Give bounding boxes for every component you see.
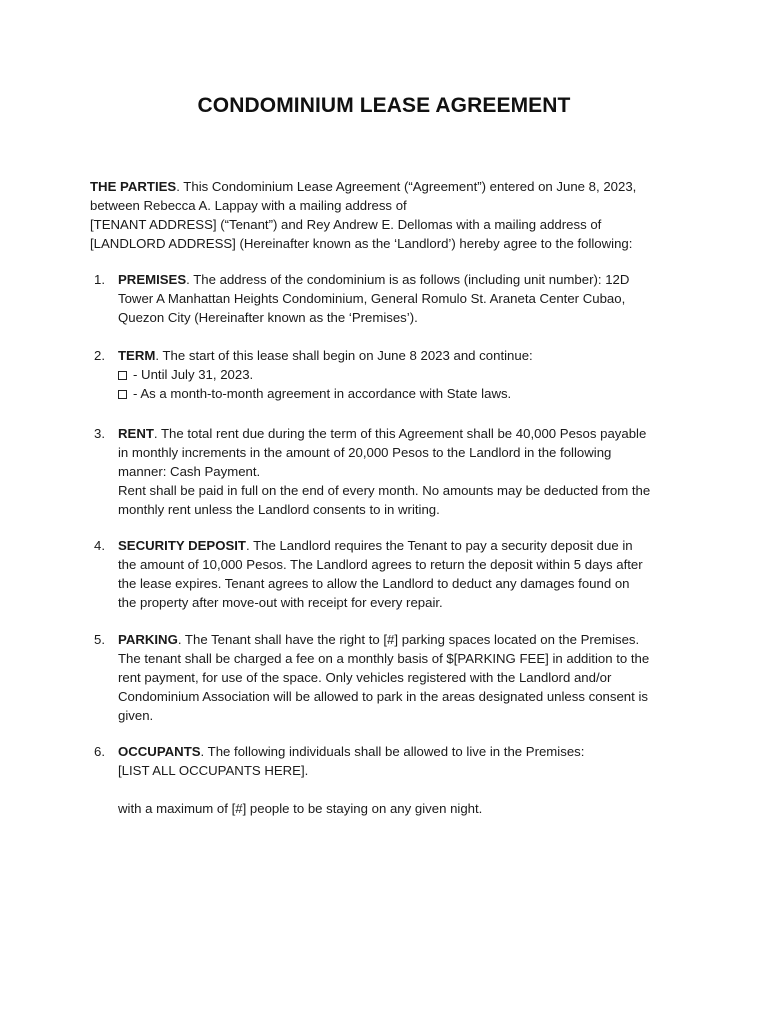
section-body — [118, 346, 693, 403]
section-body — [118, 630, 693, 725]
section-text: . The Tenant shall have the right to [#] parking spaces located on the Premises. — [177, 632, 640, 647]
section-text: . The address of the condominium is as follows (including unit number): 12D — [186, 272, 630, 287]
parties-line-1-text: . This Condominium Lease Agreement (“Agreement”) entered on June 8, 2023, — [176, 179, 637, 194]
section-text: . The total rent due during the term of this Agreement shall be 40,000 Pesos payable — [153, 426, 647, 441]
section-text: rent payment, for use of the space. Only vehicles registered with the Landlord and/or — [118, 670, 612, 685]
section-text: Rent shall be paid in full on the end of every month. No amounts may be deducted from the — [118, 483, 651, 498]
section-heading: RENT — [118, 426, 154, 441]
section-text: . The start of this lease shall begin on June 8 2023 and continue: — [155, 348, 533, 363]
parties-heading: THE PARTIES — [90, 179, 177, 194]
term-option-label: - Until July 31, 2023. — [133, 367, 254, 382]
section-heading: TERM — [118, 348, 156, 363]
section-text: Tower A Manhattan Heights Condominium, General Romulo St. Araneta Center Cubao, — [118, 291, 626, 306]
section-text: the amount of 10,000 Pesos. The Landlord agrees to return the deposit within 5 days after — [118, 557, 643, 572]
section-number: 4. — [94, 538, 105, 553]
parties-line-4: [LANDLORD ADDRESS] (Hereinafter known as the ‘Landlord’) hereby agree to the following: — [90, 236, 633, 251]
term-option-monthly — [118, 384, 693, 403]
section-text: the property after move-out with receipt for every repair. — [118, 595, 443, 610]
section-number: 1. — [94, 272, 105, 287]
section-text: . The Landlord requires the Tenant to pay a security deposit due in — [246, 538, 633, 553]
section-number: 6. — [94, 744, 105, 759]
section-heading: PARKING — [118, 632, 178, 647]
section-heading: PREMISES — [118, 272, 187, 287]
section-body — [118, 270, 693, 327]
section-number: 3. — [94, 426, 105, 441]
checkbox-month-to-month[interactable] — [118, 390, 127, 399]
section-text: Quezon City (Hereinafter known as the ‘Premises’). — [118, 310, 418, 325]
parties-paragraph — [90, 177, 690, 253]
section-number: 2. — [94, 348, 105, 363]
section-number: 5. — [94, 632, 105, 647]
section-text: in monthly increments in the amount of 20,000 Pesos to the Landlord in the following — [118, 445, 612, 460]
section-text: The tenant shall be charged a fee on a monthly basis of $[PARKING FEE] in addition to the — [118, 651, 650, 666]
parties-line-3: [TENANT ADDRESS] (“Tenant”) and Rey Andrew E. Dellomas with a mailing address of — [90, 217, 602, 232]
section-text: . The following individuals shall be allowed to live in the Premises: — [200, 744, 585, 759]
section-text: with a maximum of [#] people to be staying on any given night. — [118, 801, 483, 816]
occupants-placeholder: [LIST ALL OCCUPANTS HERE]. — [118, 763, 309, 778]
section-body — [118, 536, 693, 612]
section-text: Condominium Association will be allowed to park in the areas designated unless consent is — [118, 689, 648, 704]
parties-line-2: between Rebecca A. Lappay with a mailing address of — [90, 198, 407, 213]
document-title: CONDOMINIUM LEASE AGREEMENT — [197, 94, 571, 117]
term-option-until — [118, 365, 693, 384]
checkbox-until-date[interactable] — [118, 371, 127, 380]
parties-line-1 — [90, 177, 690, 196]
term-option-label: - As a month-to-month agreement in accordance with State laws. — [133, 386, 512, 401]
section-text: given. — [118, 708, 154, 723]
section-heading: SECURITY DEPOSIT — [118, 538, 246, 553]
section-body — [118, 742, 693, 818]
section-text: the lease expires. Tenant agrees to allow the Landlord to deduct any damages found on — [118, 576, 630, 591]
section-text: manner: Cash Payment. — [118, 464, 261, 479]
section-body — [118, 424, 693, 519]
section-text: monthly rent unless the Landlord consents to in writing. — [118, 502, 440, 517]
section-heading: OCCUPANTS — [118, 744, 201, 759]
